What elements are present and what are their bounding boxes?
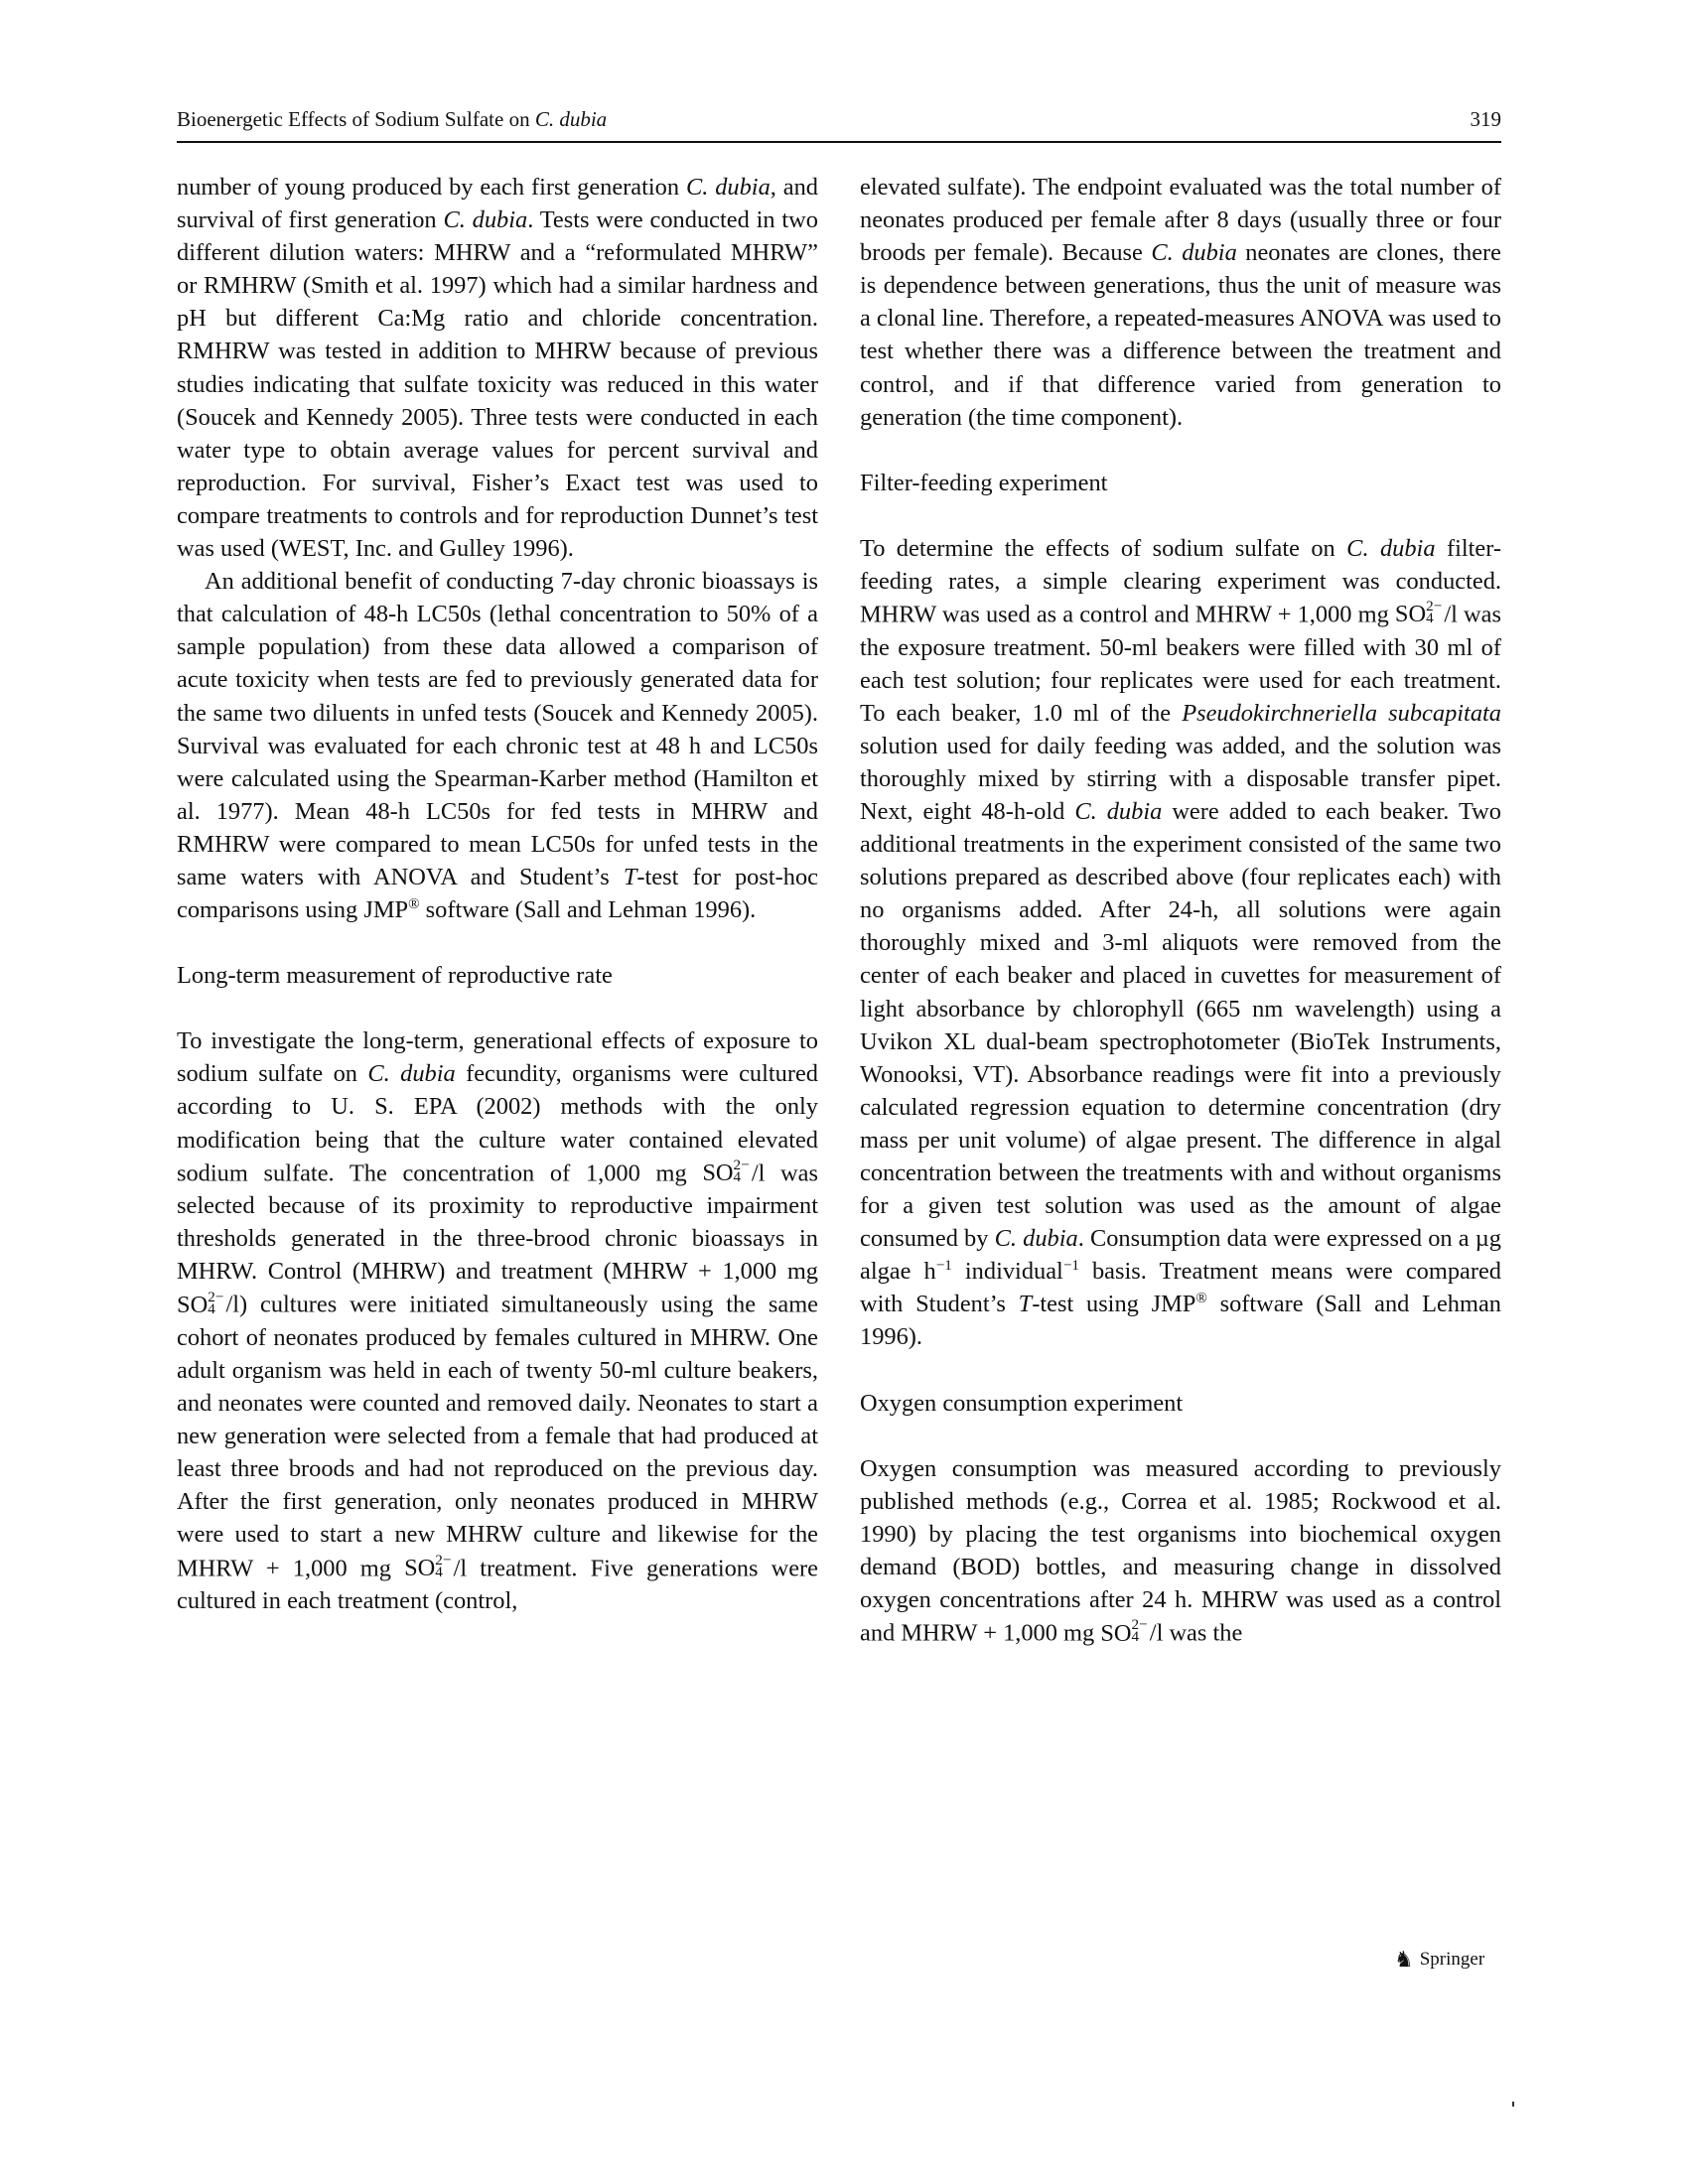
sulfate-formula: SO 2− 4 [404, 1552, 452, 1581]
section-heading-oxygen: Oxygen consumption experiment [860, 1389, 1184, 1417]
sulfate-formula: SO 2− 4 [1394, 599, 1443, 628]
paragraph: To investigate the long-term, generational effects of exposure to sodium sulfate on C. dubia fecundity, organisms were cultured according to U. S. EPA (2002) methods with the only modification being that the culture water contained elevated sodium sulfate. The concentration of 1,000 mg SO 2− 4 /l was selected because of its proximity to reproductive impairment thresholds generated in the three-brood chronic bioassays in MHRW. Control (MHRW) and treatment (MHRW + 1,000 mg SO 2− 4 /l) cultures were initiated simultaneously using the same cohort of neonates produced by females cultured in MHRW. One adult organism was held in each of twenty 50-ml culture beakers, and neonates were counted and removed daily. Neonates to start a new generation were selected from a female that had produced at least three broods and had not reproduced on the previous day. After the first generation, only neonates produced in MHRW were used to start a new MHRW culture and likewise for the MHRW + 1,000 mg SO 2− 4 /l treatment. Five generations were cultured in each treatment (control, [177, 1027, 818, 1615]
page-number: 319 [1470, 107, 1501, 131]
superscript: −1 [1062, 1258, 1079, 1275]
left-column [177, 171, 818, 1617]
publisher-logo [1394, 1947, 1484, 1973]
sulfate-formula: SO 2− 4 [177, 1289, 224, 1318]
running-head [177, 105, 1501, 133]
sulfate-formula: SO 2− 4 [1100, 1617, 1148, 1647]
italic-term: C. dubia [367, 1060, 456, 1088]
superscript: ® [408, 895, 420, 912]
paragraph: To determine the effects of sodium sulfate on C. dubia filter-feeding rates, a simple clearing experiment was conducted. MHRW was used as a control and MHRW + 1,000 mg SO 2− 4 /l was the exposure treatment. 50-ml beakers were filled with 30 ml of each test solution; four replicates were used for each treatment. To each beaker, 1.0 ml of the Pseudokirchneriella subcapitata solution used for daily feeding was added, and the solution was thoroughly mixed by stirring with a disposable transfer pipet. Next, eight 48-h-old C. dubia were added to each beaker. Two additional treatments in the experiment consisted of the same two solutions prepared as described above (four replicates each) with no organisms added. After 24-h, all solutions were again thoroughly mixed and 3-ml aliquots were removed from the center of each beaker and placed in cuvettes for measurement of light absorbance by chlorophyll (665 nm wavelength) using a Uvikon XL dual-beam spectrophotometer (BioTek Instruments, Wonooksi, VT). Absorbance readings were fit into a previously calculated regression equation to determine concentration (dry mass per unit volume) of algae present. The difference in algal concentration between the treatments with and without organisms for a given test solution was used as the amount of algae consumed by C. dubia. Consumption data were expressed on a µg algae $h^{-1}$ individual$^{-1}$ basis. Treatment means were compared with Student’s T-test using JMP® software (Sall and Lehman 1996). [860, 534, 1502, 1351]
section-heading-filter-feeding: Filter-feeding experiment [860, 469, 1108, 496]
section-heading-long-term: Long-term measurement of reproductive rate [177, 962, 613, 990]
italic-term: C. dubia [443, 206, 528, 234]
superscript: −1 [935, 1258, 952, 1275]
paragraph: An additional benefit of conducting 7-day chronic bioassays is that calculation of 48-h LC50s (lethal concentration to 50% of a sample population) from these data allowed a comparison of acute toxicity when tests are fed to previously generated data for the same two diluents in unfed tests (Soucek and Kennedy 2005). Survival was evaluated for each chronic test at 48 h and LC50s were calculated using the Spearman-Karber method (Hamilton et al. 1977). Mean 48-h LC50s for fed tests in MHRW and RMHRW were compared to mean LC50s for unfed tests in the same waters with ANOVA and Student’s T-test for post-hoc comparisons using JMP® software (Sall and Lehman 1996). [177, 568, 818, 924]
publisher-name: Springer [1419, 1949, 1485, 1970]
italic-term: C. dubia [994, 1225, 1078, 1253]
scan-mark [1512, 2102, 1514, 2107]
header-rule [177, 141, 1501, 143]
running-title: Bioenergetic Effects of Sodium Sulfate on C. dubia [177, 107, 608, 131]
paragraph: elevated sulfate). The endpoint evaluated was the total number of neonates produced per female after 8 days (usually three or four broods per female). Because C. dubia neonates are clones, there is dependence between generations, thus the unit of measure was a clonal line. Therefore, a repeated-measures ANOVA was used to test whether there was a difference between the treatment and control, and if that difference varied from generation to generation (the time component). [860, 174, 1501, 431]
italic-term: T [623, 863, 637, 890]
running-title-species: C. dubia [534, 107, 608, 131]
italic-term: C. dubia [1151, 239, 1237, 267]
italic-term: C. dubia [1074, 797, 1163, 825]
paragraph: number of young produced by each first generation C. dubia, and survival of first generation C. dubia. Tests were conducted in two different dilution waters: MHRW and a “reformulated MHRW” or RMHRW (Smith et al. 1997) which had a similar hardness and pH but different Ca:Mg ratio and chloride concentration. RMHRW was tested in addition to MHRW because of previous studies indicating that sulfate toxicity was reduced in this water (Soucek and Kennedy 2005). Three tests were conducted in each water type to obtain average values for percent survival and reproduction. For survival, Fisher’s Exact test was used to compare treatments to controls and for reproduction Dunnet’s test was used (WEST, Inc. and Gulley 1996). [177, 174, 819, 563]
springer-knight-icon: ♞ [1394, 1947, 1414, 1972]
right-column [860, 171, 1501, 1650]
italic-term: C. dubia [685, 174, 771, 201]
italic-term: Pseudokirchneriella subcapitata [1182, 699, 1501, 727]
sulfate-formula: SO 2− 4 [702, 1157, 750, 1187]
superscript: ® [1195, 1291, 1207, 1307]
italic-term: T [1018, 1291, 1033, 1318]
paragraph: Oxygen consumption was measured according to previously published methods (e.g., Correa et al. 1985; Rockwood et al. 1990) by placing the test organisms into biochemical oxygen demand (BOD) bottles, and measuring change in dissolved oxygen concentrations after 24 h. MHRW was used as a control and MHRW + 1,000 mg SO 2− 4 /l was the [860, 1454, 1501, 1647]
italic-term: C. dubia [1346, 534, 1436, 562]
